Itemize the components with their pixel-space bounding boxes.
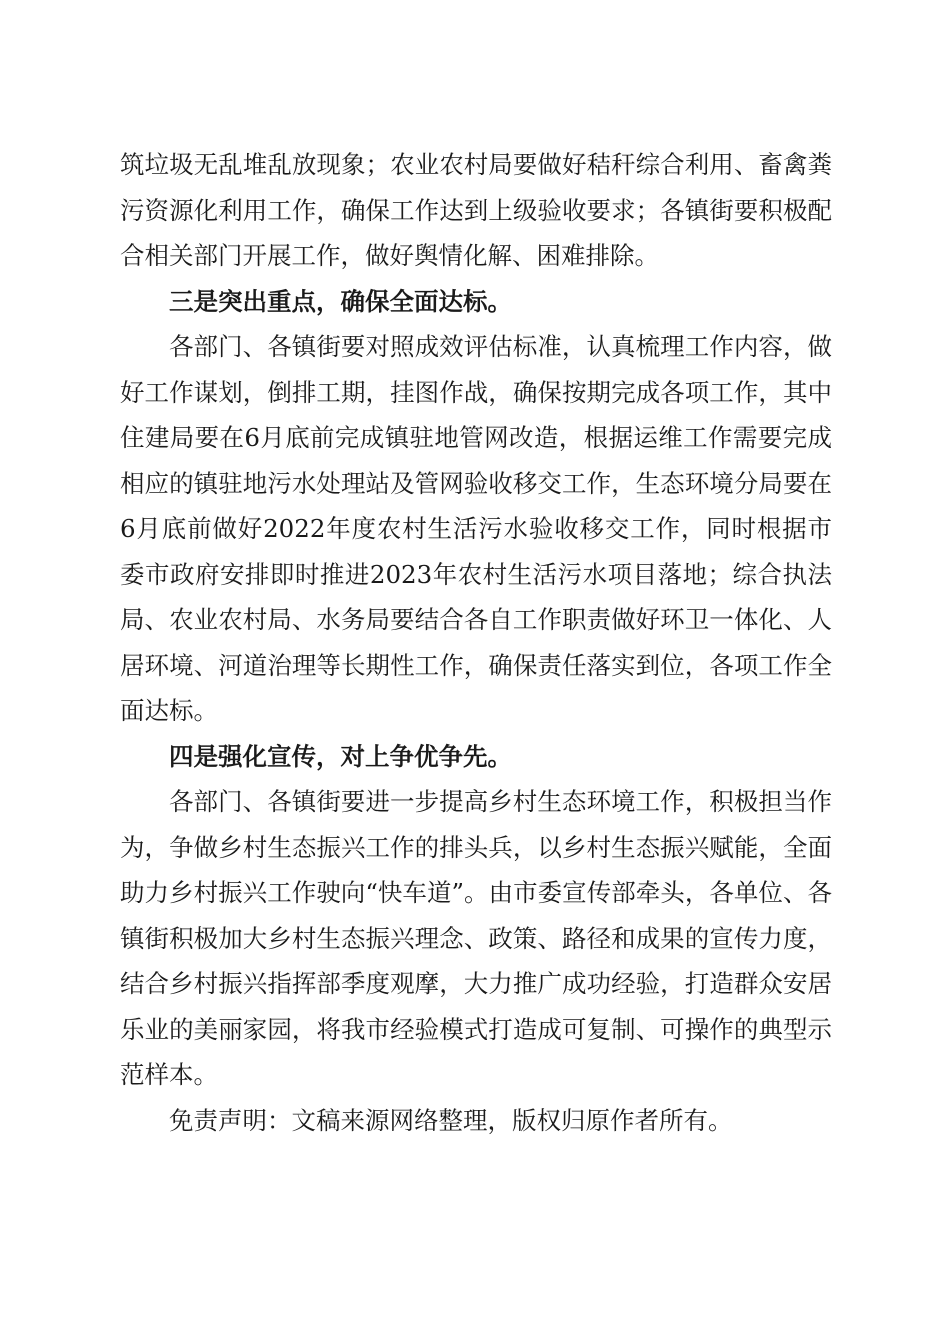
disclaimer: 免责声明：文稿来源网络整理，版权归原作者所有。 [169,1105,733,1135]
paragraph-section-three: 各部门、各镇街要对照成效评估标准，认真梳理工作内容，做好工作谋划，倒排工期，挂图作战，确保按期完成各项工作，其中住建局要在6月底前完成镇驻地管网改造，根据运维工作需要完成相应的镇驻地污水处理站及管网验收移交工作，生态环境分局要在6月底前做好2022年度农村生活污水验收移交工作，同时根据市委市政府安排即时推进2023年农村生活污水项目落地；综合执法局、农业农村局、水务局要结合各自工作职责做好环卫一体化、人居环境、河道治理等长期性工作，确保责任落实到位，各项工作全面达标。 [120,332,832,725]
document-page [120,142,832,1143]
section-heading-three: 三是突出重点，确保全面达标。 [169,286,512,316]
section-heading-four: 四是强化宣传，对上争优争先。 [169,741,512,771]
paragraph-continuation: 筑垃圾无乱堆乱放现象；农业农村局要做好秸秆综合利用、畜禽粪污资源化利用工作，确保工作达到上级验收要求；各镇街要积极配合相关部门开展工作，做好舆情化解、困难排除。 [120,150,832,270]
paragraph-section-four: 各部门、各镇街要进一步提高乡村生态环境工作，积极担当作为，争做乡村生态振兴工作的排头兵，以乡村生态振兴赋能，全面助力乡村振兴工作驶向“快车道”。由市委宣传部牵头，各单位、各镇街积极加大乡村生态振兴理念、政策、路径和成果的宣传力度，结合乡村振兴指挥部季度观摩，大力推广成功经验，打造群众安居乐业的美丽家园，将我市经验模式打造成可复制、可操作的典型示范样本。 [120,787,832,1089]
